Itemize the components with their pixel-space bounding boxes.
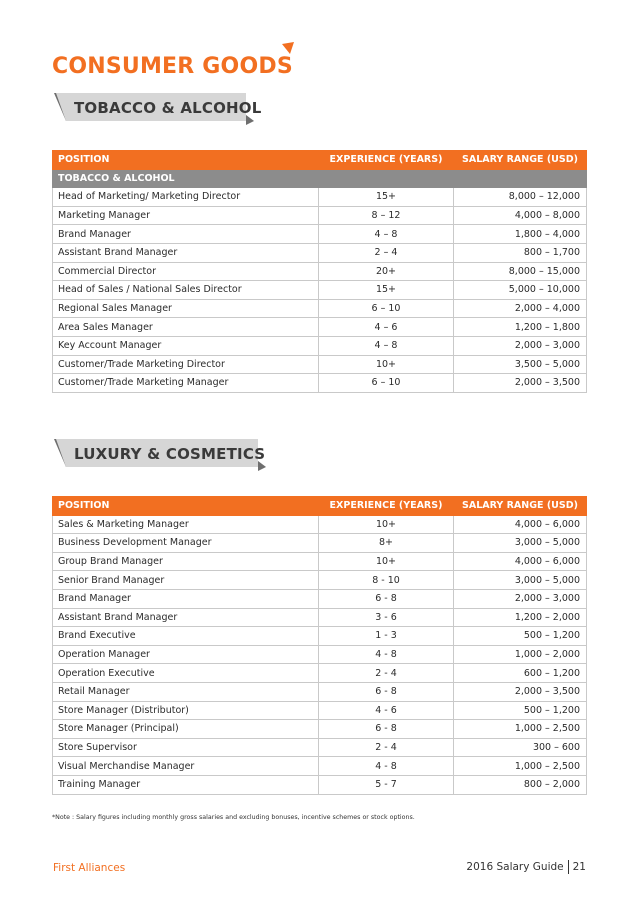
experience-cell: 8+ bbox=[319, 534, 454, 553]
table-row bbox=[53, 552, 587, 571]
position-cell: Customer/Trade Marketing Manager bbox=[53, 374, 319, 393]
section-ribbon-luxury bbox=[54, 439, 266, 469]
salary-cell: 1,000 – 2,500 bbox=[454, 720, 587, 739]
salary-cell: 2,000 – 3,500 bbox=[454, 682, 587, 701]
table-row bbox=[53, 188, 587, 207]
page-title: CONSUMER GOODS bbox=[52, 54, 293, 79]
salary-table-luxury bbox=[52, 496, 587, 795]
experience-cell: 4 - 8 bbox=[319, 757, 454, 776]
table-row bbox=[53, 571, 587, 590]
salary-cell: 4,000 – 6,000 bbox=[454, 552, 587, 571]
position-cell: Group Brand Manager bbox=[53, 552, 319, 571]
experience-cell: 6 - 8 bbox=[319, 589, 454, 608]
page-number: 21 bbox=[572, 861, 586, 873]
experience-cell: 3 - 6 bbox=[319, 608, 454, 627]
experience-cell: 10+ bbox=[319, 552, 454, 571]
table-row bbox=[53, 374, 587, 393]
position-cell: Regional Sales Manager bbox=[53, 299, 319, 318]
salary-cell: 1,800 – 4,000 bbox=[454, 225, 587, 244]
position-cell: Head of Marketing/ Marketing Director bbox=[53, 188, 319, 207]
position-cell: Area Sales Manager bbox=[53, 318, 319, 337]
footer-company: First Alliances bbox=[53, 862, 126, 874]
table-row bbox=[53, 664, 587, 683]
salary-cell: 500 – 1,200 bbox=[454, 701, 587, 720]
table-row bbox=[53, 608, 587, 627]
position-cell: Customer/Trade Marketing Director bbox=[53, 355, 319, 374]
table-row bbox=[53, 225, 587, 244]
experience-cell: 10+ bbox=[319, 355, 454, 374]
experience-cell: 4 – 8 bbox=[319, 225, 454, 244]
salary-cell: 1,000 – 2,000 bbox=[454, 645, 587, 664]
table-row bbox=[53, 682, 587, 701]
footer-page-info bbox=[466, 860, 586, 874]
position-cell: Sales & Marketing Manager bbox=[53, 515, 319, 534]
position-cell: Assistant Brand Manager bbox=[53, 608, 319, 627]
experience-cell: 6 - 8 bbox=[319, 720, 454, 739]
salary-cell: 800 – 1,700 bbox=[454, 243, 587, 262]
table-row bbox=[53, 589, 587, 608]
group-label: TOBACCO & ALCOHOL bbox=[53, 169, 587, 188]
position-cell: Brand Executive bbox=[53, 627, 319, 646]
position-cell: Assistant Brand Manager bbox=[53, 243, 319, 262]
table-row bbox=[53, 262, 587, 281]
position-cell: Store Supervisor bbox=[53, 738, 319, 757]
salary-cell: 600 – 1,200 bbox=[454, 664, 587, 683]
salary-cell: 5,000 – 10,000 bbox=[454, 281, 587, 300]
table-row bbox=[53, 645, 587, 664]
salary-cell: 4,000 – 6,000 bbox=[454, 515, 587, 534]
table-row bbox=[53, 299, 587, 318]
salary-cell: 4,000 – 8,000 bbox=[454, 206, 587, 225]
table-header-row bbox=[53, 497, 587, 516]
position-cell: Senior Brand Manager bbox=[53, 571, 319, 590]
position-cell: Marketing Manager bbox=[53, 206, 319, 225]
table-row bbox=[53, 206, 587, 225]
column-header-experience: EXPERIENCE (YEARS) bbox=[319, 151, 454, 170]
experience-cell: 10+ bbox=[319, 515, 454, 534]
section-title: LUXURY & COSMETICS bbox=[74, 445, 266, 463]
column-header-experience: EXPERIENCE (YEARS) bbox=[319, 497, 454, 516]
position-cell: Operation Executive bbox=[53, 664, 319, 683]
table-row bbox=[53, 534, 587, 553]
experience-cell: 8 - 10 bbox=[319, 571, 454, 590]
table-row bbox=[53, 720, 587, 739]
position-cell: Visual Merchandise Manager bbox=[53, 757, 319, 776]
salary-cell: 1,200 – 2,000 bbox=[454, 608, 587, 627]
experience-cell: 15+ bbox=[319, 188, 454, 207]
experience-cell: 8 – 12 bbox=[319, 206, 454, 225]
group-row bbox=[53, 169, 587, 188]
footer-divider bbox=[568, 860, 569, 874]
experience-cell: 2 - 4 bbox=[319, 664, 454, 683]
position-cell: Retail Manager bbox=[53, 682, 319, 701]
experience-cell: 20+ bbox=[319, 262, 454, 281]
position-cell: Business Development Manager bbox=[53, 534, 319, 553]
position-cell: Brand Manager bbox=[53, 225, 319, 244]
position-cell: Key Account Manager bbox=[53, 336, 319, 355]
experience-cell: 4 - 6 bbox=[319, 701, 454, 720]
salary-cell: 3,000 – 5,000 bbox=[454, 571, 587, 590]
column-header-salary: SALARY RANGE (USD) bbox=[454, 497, 587, 516]
table-row bbox=[53, 281, 587, 300]
salary-cell: 8,000 – 12,000 bbox=[454, 188, 587, 207]
table-header-row bbox=[53, 151, 587, 170]
column-header-salary: SALARY RANGE (USD) bbox=[454, 151, 587, 170]
position-cell: Store Manager (Distributor) bbox=[53, 701, 319, 720]
table-row bbox=[53, 336, 587, 355]
experience-cell: 2 – 4 bbox=[319, 243, 454, 262]
position-cell: Training Manager bbox=[53, 775, 319, 794]
footnote: *Note : Salary figures including monthly gross salaries and excluding bonuses, incentive schemes or stock options. bbox=[52, 814, 415, 821]
experience-cell: 6 – 10 bbox=[319, 299, 454, 318]
experience-cell: 2 - 4 bbox=[319, 738, 454, 757]
experience-cell: 6 - 8 bbox=[319, 682, 454, 701]
position-cell: Store Manager (Principal) bbox=[53, 720, 319, 739]
table-row bbox=[53, 775, 587, 794]
table-row bbox=[53, 318, 587, 337]
table-row bbox=[53, 355, 587, 374]
table-row bbox=[53, 243, 587, 262]
salary-cell: 2,000 – 3,500 bbox=[454, 374, 587, 393]
section-title: TOBACCO & ALCOHOL bbox=[74, 99, 262, 117]
position-cell: Head of Sales / National Sales Director bbox=[53, 281, 319, 300]
salary-cell: 3,500 – 5,000 bbox=[454, 355, 587, 374]
experience-cell: 4 - 8 bbox=[319, 645, 454, 664]
salary-cell: 300 – 600 bbox=[454, 738, 587, 757]
salary-cell: 500 – 1,200 bbox=[454, 627, 587, 646]
experience-cell: 15+ bbox=[319, 281, 454, 300]
salary-cell: 2,000 – 4,000 bbox=[454, 299, 587, 318]
position-cell: Operation Manager bbox=[53, 645, 319, 664]
table-row bbox=[53, 627, 587, 646]
position-cell: Commercial Director bbox=[53, 262, 319, 281]
salary-cell: 8,000 – 15,000 bbox=[454, 262, 587, 281]
salary-cell: 1,200 – 1,800 bbox=[454, 318, 587, 337]
footer-guide-title: 2016 Salary Guide bbox=[466, 861, 564, 873]
experience-cell: 4 – 8 bbox=[319, 336, 454, 355]
table-row bbox=[53, 738, 587, 757]
column-header-position: POSITION bbox=[53, 151, 319, 170]
salary-cell: 2,000 – 3,000 bbox=[454, 589, 587, 608]
experience-cell: 1 - 3 bbox=[319, 627, 454, 646]
salary-table-tobacco bbox=[52, 150, 587, 393]
column-header-position: POSITION bbox=[53, 497, 319, 516]
salary-cell: 3,000 – 5,000 bbox=[454, 534, 587, 553]
salary-cell: 1,000 – 2,500 bbox=[454, 757, 587, 776]
experience-cell: 6 – 10 bbox=[319, 374, 454, 393]
table-row bbox=[53, 515, 587, 534]
experience-cell: 4 – 6 bbox=[319, 318, 454, 337]
salary-cell: 800 – 2,000 bbox=[454, 775, 587, 794]
table-row bbox=[53, 701, 587, 720]
salary-cell: 2,000 – 3,000 bbox=[454, 336, 587, 355]
table-row bbox=[53, 757, 587, 776]
title-accent-arrow-icon bbox=[278, 42, 296, 72]
position-cell: Brand Manager bbox=[53, 589, 319, 608]
experience-cell: 5 - 7 bbox=[319, 775, 454, 794]
section-ribbon-tobacco bbox=[54, 93, 262, 123]
